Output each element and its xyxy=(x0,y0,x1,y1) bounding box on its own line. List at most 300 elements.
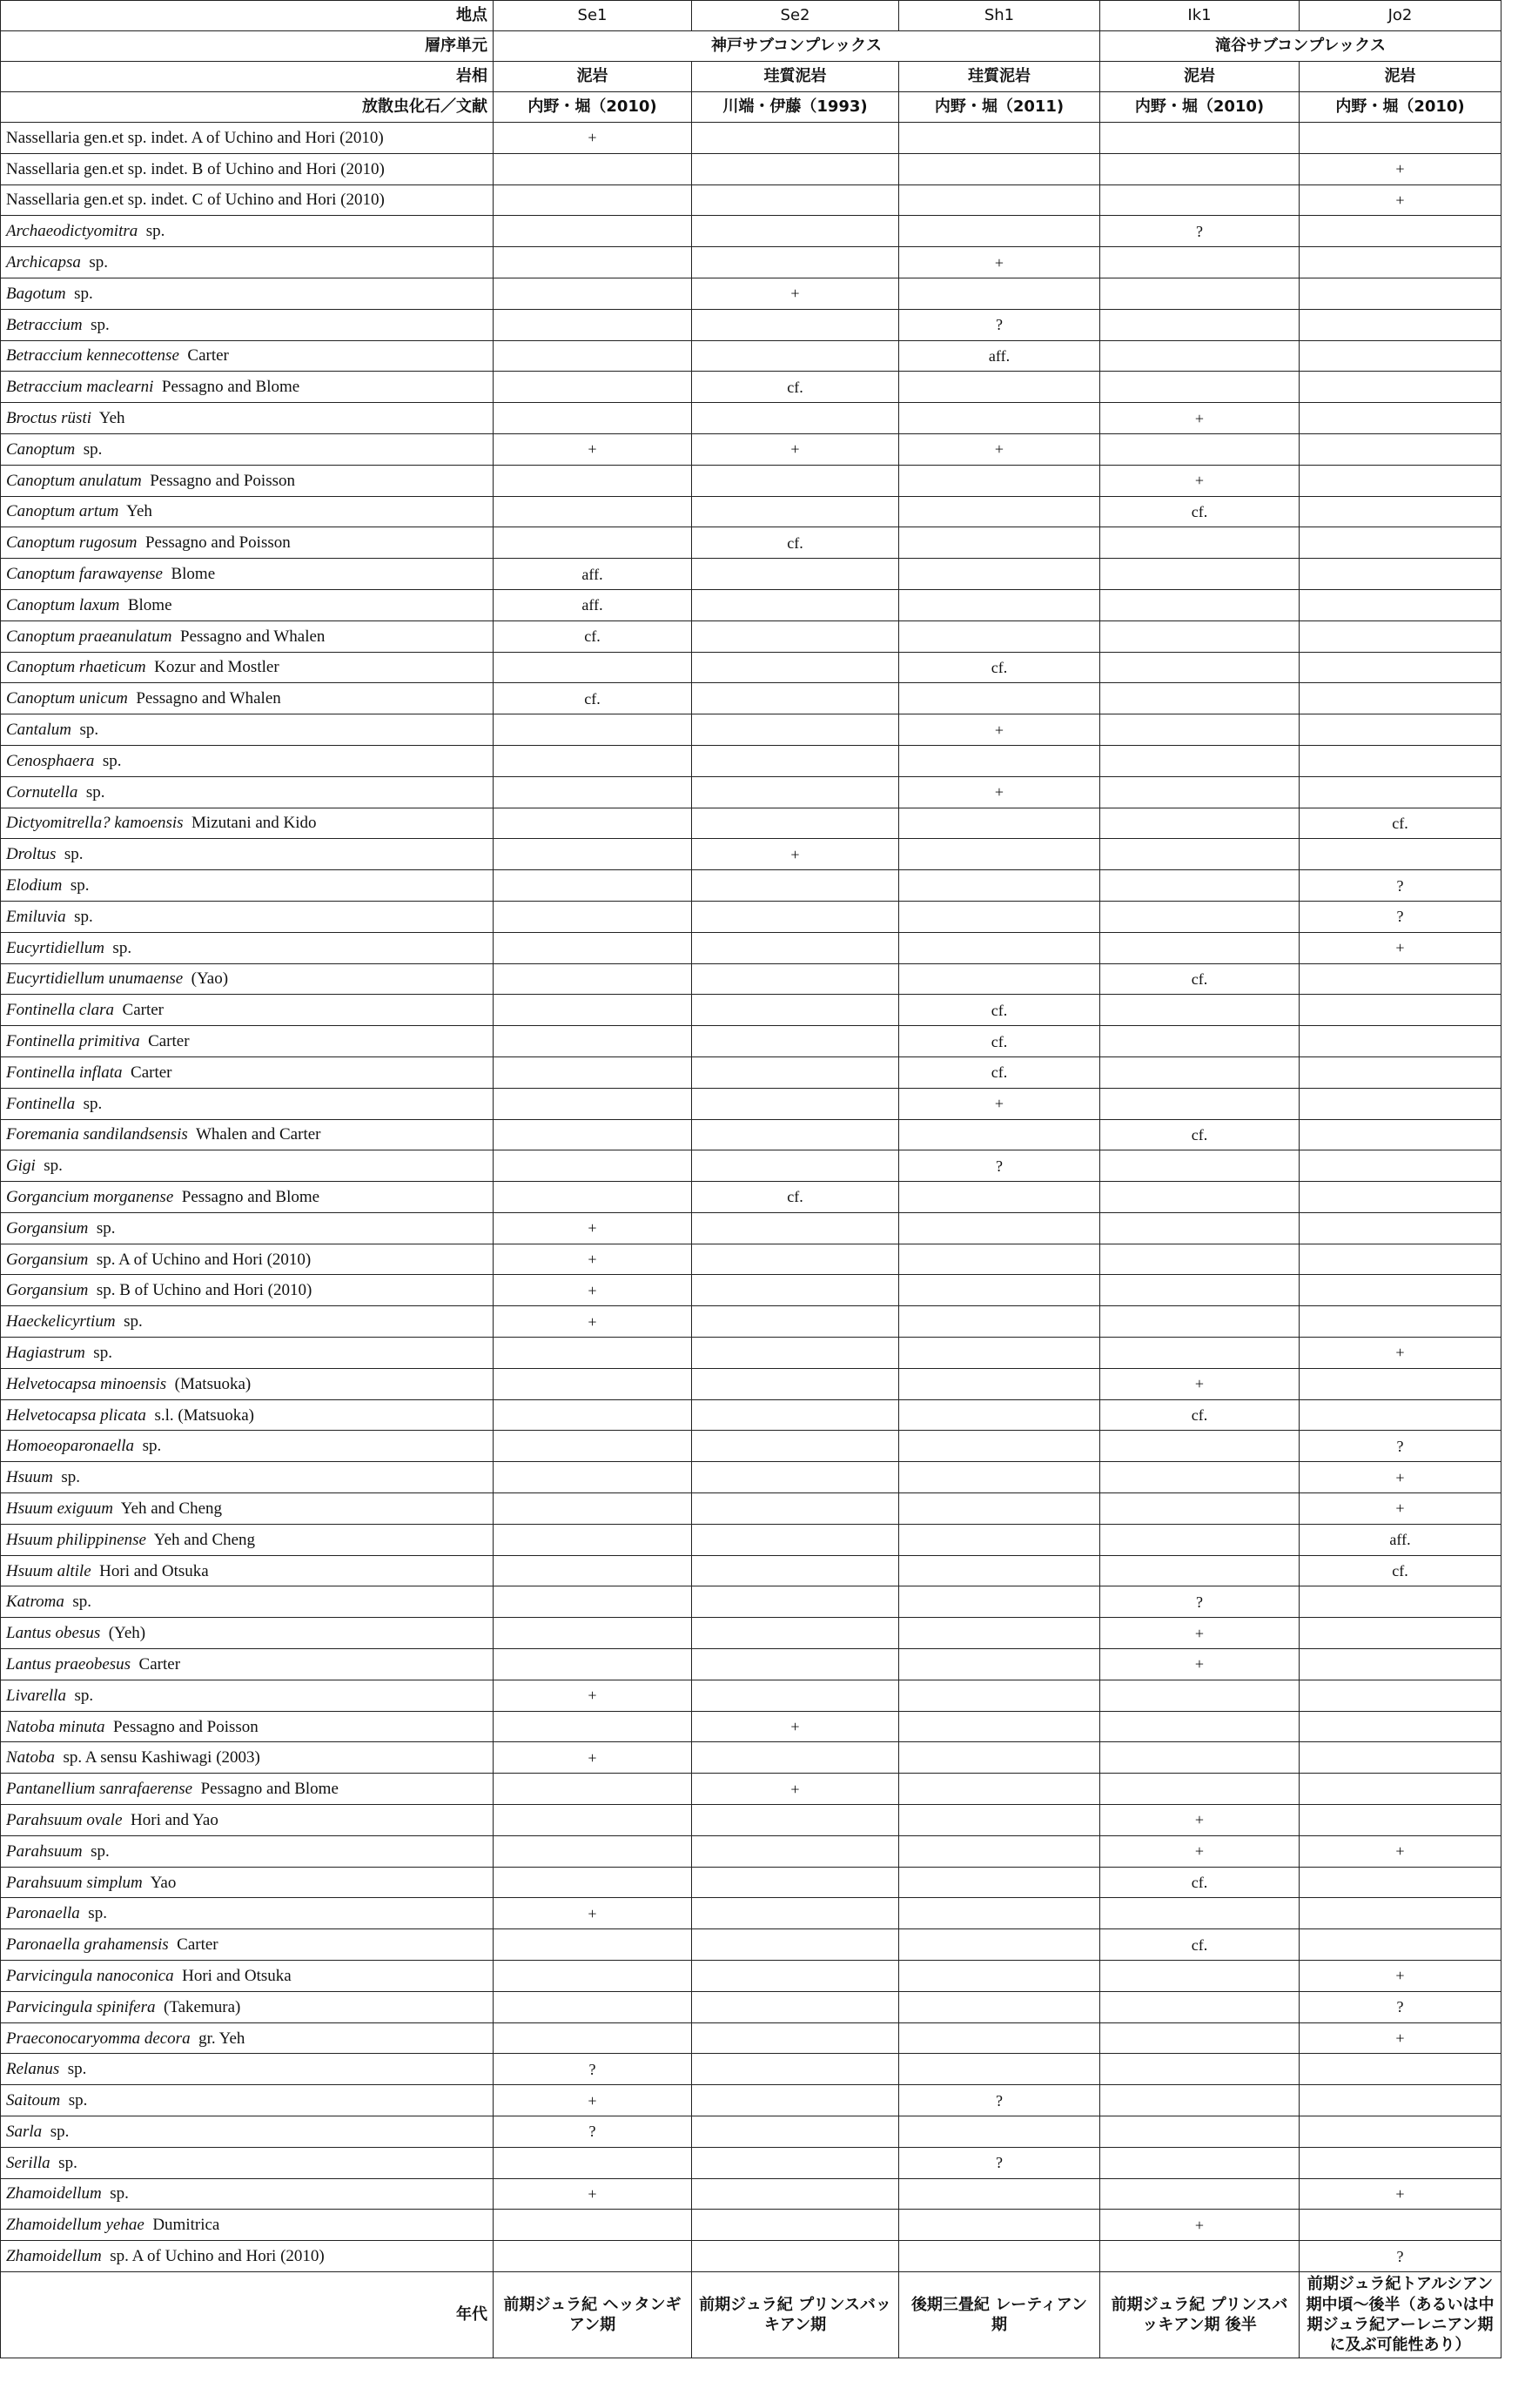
age-cell: 前期ジュラ紀 プリンスバッキアン期 後半 xyxy=(1100,2271,1300,2358)
occurrence-cell xyxy=(899,1368,1100,1399)
occurrence-cell xyxy=(899,372,1100,403)
taxon-genus-species: Bagotum xyxy=(6,284,66,303)
occurrence-cell: + xyxy=(1300,932,1501,963)
occurrence-cell: ? xyxy=(899,1150,1100,1182)
occurrence-cell xyxy=(494,1774,692,1805)
occurrence-cell xyxy=(692,1462,899,1493)
taxon-name xyxy=(1,1680,494,1711)
occurrence-cell: + xyxy=(1300,2178,1501,2210)
occurrence-cell xyxy=(494,2022,692,2054)
occurrence-cell xyxy=(692,1524,899,1555)
taxon-row xyxy=(1,683,1501,714)
occurrence-cell xyxy=(1300,559,1501,590)
occurrence-cell xyxy=(1100,123,1300,154)
locality-sh1: Sh1 xyxy=(899,1,1100,31)
taxon-name xyxy=(1,340,494,372)
taxon-name xyxy=(1,1555,494,1586)
occurrence-cell xyxy=(494,714,692,746)
occurrence-cell xyxy=(692,2210,899,2241)
occurrence-cell xyxy=(494,1991,692,2022)
lithology-cell: 珪質泥岩 xyxy=(692,62,899,92)
taxon-row xyxy=(1,1306,1501,1338)
occurrence-cell xyxy=(692,496,899,527)
occurrence-cell xyxy=(692,2054,899,2085)
occurrence-cell: + xyxy=(494,1306,692,1338)
taxon-row xyxy=(1,340,1501,372)
occurrence-cell xyxy=(899,1774,1100,1805)
lithology-cell: 泥岩 xyxy=(494,62,692,92)
occurrence-cell xyxy=(692,963,899,995)
taxon-genus-species: Archaeodictyomitra xyxy=(6,222,138,241)
occurrence-cell xyxy=(899,465,1100,496)
taxon-genus-species: Natoba minuta xyxy=(6,1717,105,1736)
taxon-row xyxy=(1,1649,1501,1680)
occurrence-cell xyxy=(899,153,1100,184)
occurrence-cell xyxy=(899,2054,1100,2085)
occurrence-cell: cf. xyxy=(899,652,1100,683)
occurrence-cell xyxy=(1100,340,1300,372)
taxon-name xyxy=(1,620,494,652)
taxon-genus-species: Parvicingula nanoconica xyxy=(6,1966,174,1985)
taxon-name xyxy=(1,1275,494,1306)
occurrence-cell: + xyxy=(899,714,1100,746)
taxon-genus-species: Hagiastrum xyxy=(6,1343,85,1362)
occurrence-cell xyxy=(494,1961,692,1992)
occurrence-cell xyxy=(899,1586,1100,1618)
occurrence-cell xyxy=(494,1026,692,1057)
taxon-author: gr. Yeh xyxy=(198,2029,245,2048)
occurrence-cell xyxy=(1300,527,1501,559)
taxon-name xyxy=(1,714,494,746)
occurrence-cell xyxy=(494,808,692,839)
taxon-name xyxy=(1,247,494,278)
occurrence-cell: + xyxy=(494,433,692,465)
occurrence-cell: + xyxy=(899,247,1100,278)
occurrence-cell xyxy=(899,1929,1100,1961)
taxon-author: Carter xyxy=(187,346,229,366)
taxon-genus-species: Homoeoparonaella xyxy=(6,1437,135,1456)
unit-takitani: 滝谷サブコンプレックス xyxy=(1100,31,1501,62)
occurrence-cell xyxy=(692,559,899,590)
occurrence-cell xyxy=(1300,1119,1501,1150)
occurrence-cell xyxy=(1100,1493,1300,1525)
taxon-author: sp. xyxy=(72,1593,92,1612)
taxon-name xyxy=(1,559,494,590)
occurrence-cell xyxy=(692,1119,899,1150)
occurrence-cell xyxy=(494,1088,692,1119)
occurrence-cell xyxy=(494,1493,692,1525)
taxon-genus-species: Gorgancium morganense xyxy=(6,1187,174,1206)
taxon-author: Hori and Yao xyxy=(131,1810,218,1829)
occurrence-cell xyxy=(899,1742,1100,1774)
occurrence-cell xyxy=(1100,1338,1300,1369)
taxon-author: Carter xyxy=(177,1935,218,1955)
occurrence-cell xyxy=(1300,1618,1501,1649)
taxon-author: Yeh xyxy=(126,502,152,521)
taxon-genus-species: Haeckelicyrtium xyxy=(6,1312,116,1331)
occurrence-cell xyxy=(1100,870,1300,902)
unit-label: 層序単元 xyxy=(1,31,494,62)
taxon-author: sp. xyxy=(88,1904,107,1923)
occurrence-cell: + xyxy=(494,123,692,154)
locality-ik1: Ik1 xyxy=(1100,1,1300,31)
taxon-name xyxy=(1,2022,494,2054)
occurrence-cell: + xyxy=(1300,1493,1501,1525)
reference-cell: 内野・堀（2010) xyxy=(1100,92,1300,123)
occurrence-cell: + xyxy=(1100,465,1300,496)
taxon-row xyxy=(1,465,1501,496)
taxon-name xyxy=(1,1462,494,1493)
occurrence-cell xyxy=(692,1680,899,1711)
taxon-genus-species: Parvicingula spinifera xyxy=(6,1997,156,2016)
occurrence-cell xyxy=(692,2022,899,2054)
occurrence-cell xyxy=(692,1306,899,1338)
reference-cell: 内野・堀（2010) xyxy=(1300,92,1501,123)
taxon-genus-species: Foremania sandilandsensis xyxy=(6,1125,188,1144)
occurrence-cell xyxy=(692,1555,899,1586)
taxon-row xyxy=(1,2178,1501,2210)
occurrence-cell xyxy=(494,340,692,372)
occurrence-cell xyxy=(1300,433,1501,465)
occurrence-cell xyxy=(692,184,899,216)
occurrence-cell xyxy=(899,496,1100,527)
lithology-label: 岩相 xyxy=(1,62,494,92)
occurrence-cell xyxy=(494,1399,692,1431)
occurrence-cell xyxy=(1100,901,1300,932)
taxon-genus-species: Canoptum unicum xyxy=(6,689,128,708)
taxon-genus-species: Canoptum artum xyxy=(6,502,119,521)
reference-cell: 川端・伊藤（1993) xyxy=(692,92,899,123)
taxon-row xyxy=(1,2241,1501,2272)
taxon-author: sp. xyxy=(145,222,165,241)
occurrence-cell: + xyxy=(1100,1649,1300,1680)
taxon-author: sp. xyxy=(112,938,132,957)
occurrence-cell xyxy=(494,995,692,1026)
occurrence-cell: cf. xyxy=(494,683,692,714)
taxon-row xyxy=(1,808,1501,839)
occurrence-cell xyxy=(1300,123,1501,154)
taxon-genus-species: Natoba xyxy=(6,1748,55,1767)
occurrence-cell xyxy=(1100,1742,1300,1774)
taxon-genus-species: Livarella xyxy=(6,1686,66,1705)
taxon-genus-species: Canoptum rugosum xyxy=(6,533,138,553)
occurrence-cell xyxy=(899,403,1100,434)
taxon-row xyxy=(1,309,1501,340)
occurrence-cell xyxy=(899,2241,1100,2272)
taxon-author: Carter xyxy=(138,1654,181,1674)
occurrence-cell xyxy=(1100,2054,1300,2085)
occurrence-cell xyxy=(899,683,1100,714)
taxon-genus-species: Hsuum philippinense xyxy=(6,1530,146,1549)
occurrence-cell: cf. xyxy=(1100,1867,1300,1898)
occurrence-cell xyxy=(1100,745,1300,776)
occurrence-cell xyxy=(899,1555,1100,1586)
occurrence-cell xyxy=(1300,1368,1501,1399)
occurrence-cell xyxy=(1300,1026,1501,1057)
occurrence-cell xyxy=(899,1182,1100,1213)
unit-kobe: 神戸サブコンプレックス xyxy=(494,31,1100,62)
occurrence-cell xyxy=(1300,278,1501,309)
occurrence-cell xyxy=(1100,1056,1300,1088)
occurrence-cell xyxy=(692,1088,899,1119)
occurrence-cell xyxy=(1300,309,1501,340)
occurrence-cell: cf. xyxy=(1100,1399,1300,1431)
taxon-name xyxy=(1,1368,494,1399)
occurrence-cell xyxy=(692,901,899,932)
occurrence-cell xyxy=(1100,1275,1300,1306)
taxon-name xyxy=(1,2054,494,2085)
taxon-name xyxy=(1,1150,494,1182)
taxon-row xyxy=(1,2147,1501,2178)
locality-label: 地点 xyxy=(1,1,494,31)
occurrence-cell xyxy=(494,2241,692,2272)
occurrence-cell xyxy=(1100,589,1300,620)
taxon-row xyxy=(1,1586,1501,1618)
occurrence-cell xyxy=(899,1898,1100,1929)
taxon-row xyxy=(1,745,1501,776)
taxon-name xyxy=(1,309,494,340)
occurrence-cell xyxy=(692,1026,899,1057)
taxon-name xyxy=(1,1399,494,1431)
occurrence-cell xyxy=(692,1431,899,1462)
taxon-genus-species: Elodium xyxy=(6,876,63,895)
taxon-name xyxy=(1,963,494,995)
occurrence-cell xyxy=(1300,340,1501,372)
occurrence-cell xyxy=(494,870,692,902)
taxon-name xyxy=(1,1929,494,1961)
taxon-row xyxy=(1,559,1501,590)
occurrence-cell xyxy=(1100,839,1300,870)
occurrence-cell xyxy=(1100,1244,1300,1275)
taxon-author: s.l. (Matsuoka) xyxy=(154,1405,254,1425)
taxon-genus-species: Canoptum rhaeticum xyxy=(6,658,146,677)
occurrence-cell: ? xyxy=(899,309,1100,340)
age-cell: 前期ジュラ紀 プリンスバッキアン期 xyxy=(692,2271,899,2358)
occurrence-cell xyxy=(899,2210,1100,2241)
occurrence-cell xyxy=(1300,2054,1501,2085)
taxon-name xyxy=(1,1898,494,1929)
occurrence-cell xyxy=(899,963,1100,995)
taxon-genus-species: Canoptum anulatum xyxy=(6,471,142,490)
occurrence-cell xyxy=(1100,372,1300,403)
occurrence-cell: cf. xyxy=(1100,1929,1300,1961)
taxon-name xyxy=(1,184,494,216)
age-cell: 後期三畳紀 レーティアン期 xyxy=(899,2271,1100,2358)
taxon-genus-species: Katroma xyxy=(6,1593,64,1612)
occurrence-cell xyxy=(899,2178,1100,2210)
taxon-genus-species: Betraccium kennecottense xyxy=(6,346,179,366)
taxon-genus-species: Parahsuum simplum xyxy=(6,1873,143,1892)
taxon-row xyxy=(1,589,1501,620)
taxon-genus-species: Droltus xyxy=(6,845,57,864)
taxon-author: Carter xyxy=(131,1063,172,1082)
occurrence-cell: + xyxy=(692,839,899,870)
occurrence-cell: cf. xyxy=(1100,963,1300,995)
occurrence-cell xyxy=(1300,372,1501,403)
taxon-text: Nassellaria gen.et sp. indet. B of Uchino and Hori (2010) xyxy=(6,159,385,178)
taxon-author: sp. xyxy=(74,1686,94,1705)
taxon-row xyxy=(1,1680,1501,1711)
taxon-name xyxy=(1,1493,494,1525)
taxon-name xyxy=(1,123,494,154)
occurrence-cell: + xyxy=(494,1212,692,1244)
taxon-author: Yeh xyxy=(98,409,125,428)
taxon-author: sp. xyxy=(96,1218,116,1238)
taxon-author: sp. xyxy=(70,876,90,895)
taxon-genus-species: Zhamoidellum xyxy=(6,2184,102,2203)
occurrence-cell xyxy=(494,372,692,403)
taxon-genus-species: Fontinella inflata xyxy=(6,1063,123,1082)
occurrence-cell xyxy=(494,465,692,496)
taxon-author: sp. xyxy=(91,315,110,334)
taxon-name xyxy=(1,216,494,247)
taxon-name xyxy=(1,1835,494,1867)
taxon-author: Blome xyxy=(127,595,172,614)
occurrence-cell xyxy=(1300,1182,1501,1213)
taxon-row xyxy=(1,372,1501,403)
occurrence-cell xyxy=(692,745,899,776)
taxon-author: sp. xyxy=(74,284,93,303)
occurrence-cell: + xyxy=(899,433,1100,465)
taxon-author: Pessagno and Whalen xyxy=(136,689,281,708)
taxon-name xyxy=(1,1244,494,1275)
occurrence-cell xyxy=(1300,1306,1501,1338)
occurrence-cell xyxy=(899,1618,1100,1649)
taxon-author: Hori and Otsuka xyxy=(182,1966,292,1985)
taxon-genus-species: Fontinella clara xyxy=(6,1001,115,1020)
reference-row xyxy=(1,92,1501,123)
taxon-author: sp. xyxy=(83,439,103,459)
taxon-author: (Yeh) xyxy=(108,1624,146,1643)
occurrence-cell xyxy=(692,1991,899,2022)
occurrence-cell: + xyxy=(899,776,1100,808)
taxon-genus-species: Lantus praeobesus xyxy=(6,1654,131,1674)
locality-row xyxy=(1,1,1501,31)
occurrence-cell xyxy=(1100,247,1300,278)
occurrence-cell xyxy=(899,184,1100,216)
taxon-author: sp. xyxy=(68,2091,88,2110)
occurrence-cell xyxy=(494,1929,692,1961)
taxon-author: sp. xyxy=(44,1157,63,1176)
occurrence-cell xyxy=(1100,184,1300,216)
taxon-author: sp. xyxy=(93,1343,112,1362)
taxon-row xyxy=(1,620,1501,652)
occurrence-cell xyxy=(899,123,1100,154)
occurrence-cell xyxy=(494,2147,692,2178)
taxon-name xyxy=(1,1182,494,1213)
taxon-genus-species: Gorgansium xyxy=(6,1281,89,1300)
occurrence-cell xyxy=(692,1898,899,1929)
occurrence-cell xyxy=(1300,1867,1501,1898)
occurrence-cell xyxy=(692,2241,899,2272)
occurrence-cell xyxy=(899,839,1100,870)
occurrence-cell xyxy=(692,1742,899,1774)
taxon-name xyxy=(1,403,494,434)
taxon-genus-species: Broctus rüsti xyxy=(6,409,91,428)
occurrence-cell xyxy=(494,1805,692,1836)
occurrence-cell xyxy=(494,1368,692,1399)
taxon-row xyxy=(1,932,1501,963)
occurrence-cell xyxy=(1100,527,1300,559)
taxon-genus-species: Gigi xyxy=(6,1157,36,1176)
taxon-name xyxy=(1,995,494,1026)
taxon-author: Pessagno and Blome xyxy=(161,378,300,397)
occurrence-cell xyxy=(692,1056,899,1088)
taxon-name xyxy=(1,776,494,808)
occurrence-cell: + xyxy=(692,278,899,309)
taxon-name xyxy=(1,1649,494,1680)
lithology-cell: 珪質泥岩 xyxy=(899,62,1100,92)
occurrence-cell: cf. xyxy=(899,995,1100,1026)
occurrence-cell xyxy=(494,309,692,340)
occurrence-cell xyxy=(1100,2085,1300,2116)
taxon-row xyxy=(1,1119,1501,1150)
occurrence-cell xyxy=(692,1150,899,1182)
taxon-name xyxy=(1,1338,494,1369)
taxon-row xyxy=(1,1961,1501,1992)
occurrence-cell: cf. xyxy=(692,372,899,403)
occurrence-cell xyxy=(1100,1182,1300,1213)
taxon-genus-species: Zhamoidellum xyxy=(6,2247,102,2266)
occurrence-cell xyxy=(494,1431,692,1462)
occurrence-cell xyxy=(1300,2210,1501,2241)
occurrence-cell xyxy=(1100,652,1300,683)
taxon-genus-species: Lantus obesus xyxy=(6,1624,101,1643)
occurrence-cell xyxy=(494,901,692,932)
taxon-genus-species: Eucyrtidiellum xyxy=(6,938,104,957)
occurrence-cell xyxy=(899,901,1100,932)
occurrence-cell: + xyxy=(1300,1961,1501,1992)
occurrence-cell xyxy=(1100,1961,1300,1992)
occurrence-cell xyxy=(692,932,899,963)
occurrence-cell: + xyxy=(1100,1368,1300,1399)
occurrence-cell: + xyxy=(1300,2022,1501,2054)
taxon-row xyxy=(1,1088,1501,1119)
occurrence-cell xyxy=(692,620,899,652)
taxon-name xyxy=(1,1711,494,1742)
taxon-genus-species: Helvetocapsa plicata xyxy=(6,1405,146,1425)
occurrence-cell xyxy=(692,1649,899,1680)
taxon-row xyxy=(1,1150,1501,1182)
occurrence-cell: ? xyxy=(1300,2241,1501,2272)
occurrence-cell xyxy=(1100,808,1300,839)
locality-se2: Se2 xyxy=(692,1,899,31)
taxon-name xyxy=(1,433,494,465)
taxon-row xyxy=(1,2210,1501,2241)
occurrence-cell: + xyxy=(494,1742,692,1774)
taxon-row xyxy=(1,403,1501,434)
taxon-row xyxy=(1,1835,1501,1867)
occurrence-cell xyxy=(1300,1680,1501,1711)
occurrence-cell xyxy=(1100,1680,1300,1711)
taxon-name xyxy=(1,153,494,184)
occurrence-cell xyxy=(1100,1711,1300,1742)
lithology-cell: 泥岩 xyxy=(1300,62,1501,92)
occurrence-cell xyxy=(1100,1431,1300,1462)
occurrence-cell: cf. xyxy=(1100,496,1300,527)
occurrence-cell: cf. xyxy=(692,527,899,559)
occurrence-cell xyxy=(692,1244,899,1275)
occurrence-cell xyxy=(899,1961,1100,1992)
occurrence-cell xyxy=(899,589,1100,620)
taxon-name xyxy=(1,1524,494,1555)
taxon-name xyxy=(1,808,494,839)
taxon-author: sp. xyxy=(58,2153,77,2172)
taxon-row xyxy=(1,123,1501,154)
taxon-genus-species: Fontinella xyxy=(6,1094,76,1113)
taxon-author: sp. xyxy=(61,1468,80,1487)
taxon-genus-species: Parahsuum xyxy=(6,1841,83,1861)
